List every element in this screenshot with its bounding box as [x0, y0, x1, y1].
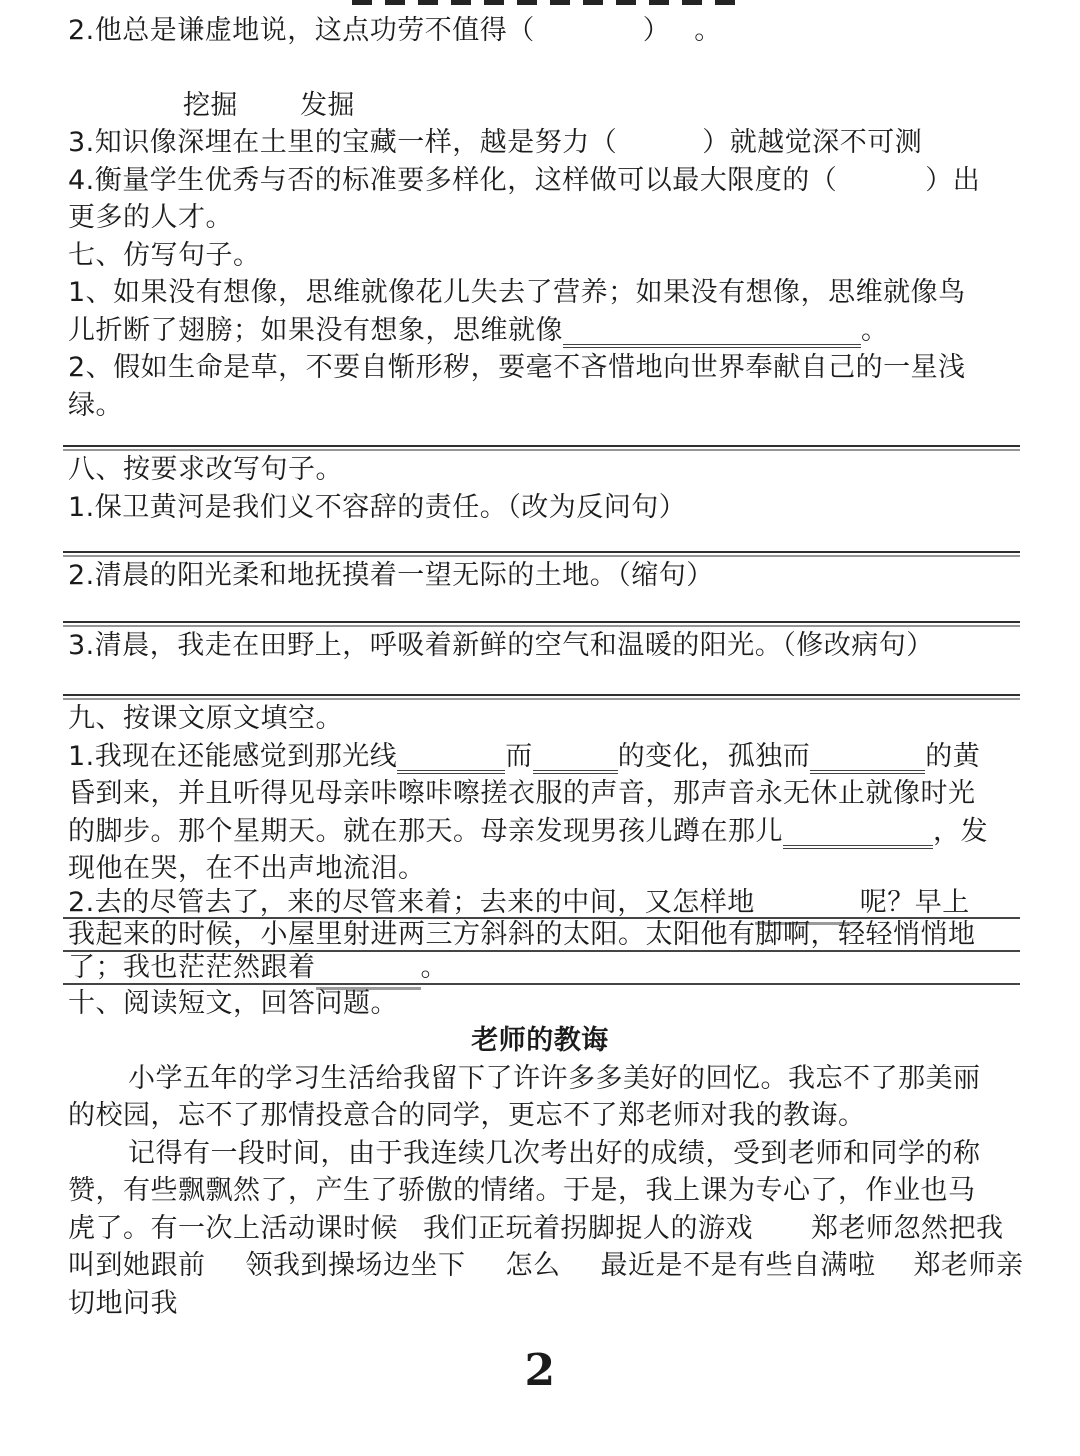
text-gap — [238, 113, 300, 114]
text-segment: 现他在哭，在不出声地流泪。 — [68, 853, 426, 884]
text-segment: 九、按课文原文填空。 — [68, 703, 343, 734]
answer-blank — [563, 339, 861, 348]
answer-space — [68, 50, 1012, 87]
line-q6-4a — [68, 162, 1012, 200]
text-segment: 最近是不是有些自满啦 — [600, 1250, 876, 1281]
text-segment: 4.衡量学生优秀与否的标准要多样化，这样做可以最大限度的（ — [68, 164, 838, 196]
line-q9-1b — [68, 775, 1012, 813]
line-essay-p2c — [68, 1210, 1012, 1248]
line-essay-p1a — [68, 1060, 1012, 1098]
line-word-bank — [68, 87, 1012, 125]
line-q9-1d — [68, 850, 1012, 888]
line-section-8 — [68, 451, 1012, 489]
text-segment: 的变化，孤独而 — [617, 740, 811, 772]
text-segment: 2.清晨的阳光柔和地抚摸着一望无际的土地。（缩句） — [68, 560, 714, 591]
line-essay-title — [68, 1022, 1012, 1060]
line-q9-2c — [68, 952, 1012, 983]
line-q8-3 — [68, 627, 1012, 665]
text-segment: ）出 — [925, 164, 981, 196]
text-segment: 的黄 — [925, 740, 981, 772]
text-segment: 发掘 — [300, 89, 355, 121]
line-q9-1a — [68, 738, 1012, 776]
page-number — [68, 1346, 1012, 1396]
text-segment: ） — [642, 15, 671, 46]
text-segment: 叫到她跟前 — [68, 1250, 206, 1281]
text-gap — [753, 1236, 811, 1237]
answer-space — [68, 424, 1012, 445]
text-segment: 七、仿写句子。 — [68, 239, 261, 271]
text-segment: 2.他总是谦虚地说，这点功劳不值得（ — [68, 15, 535, 46]
text-gap — [206, 1273, 246, 1274]
answer-space — [68, 1322, 1012, 1346]
text-segment: 挖掘 — [183, 89, 238, 121]
text-gap — [398, 1236, 423, 1237]
text-segment: 我们正玩着拐脚捉人的游戏 — [423, 1212, 753, 1244]
answer-blank — [783, 840, 933, 849]
text-gap — [876, 1273, 914, 1274]
line-essay-p1b — [68, 1097, 1012, 1135]
text-segment: 虎了。有一次上活动课时候 — [68, 1212, 398, 1244]
answer-space — [68, 664, 1012, 694]
text-segment: 2.去的尽管去了，来的尽管来着；去来的中间，又怎样地 — [68, 886, 755, 918]
text-segment: 而 — [505, 740, 533, 772]
line-q9-2b — [68, 919, 1012, 950]
text-segment: 怎么 — [505, 1250, 561, 1281]
text-segment: 十、阅读短文，回答问题。 — [68, 987, 398, 1019]
line-q6-4b — [68, 199, 1012, 237]
text-segment: 儿折断了翅膀；如果没有想象，思维就像 — [68, 314, 563, 346]
text-gap — [535, 38, 643, 39]
line-q7-2a — [68, 349, 1012, 387]
line-essay-p2d — [68, 1247, 1024, 1285]
line-section-7 — [68, 237, 1012, 275]
text-segment: 更多的人才。 — [68, 202, 233, 233]
answer-space — [68, 526, 1012, 551]
text-gap — [837, 188, 925, 189]
text-gap — [617, 150, 702, 151]
text-segment: 昏到来，并且听得见母亲咔嚓咔嚓搓衣服的声音，那声音永无休止就像时光 — [68, 778, 976, 809]
line-q8-1 — [68, 489, 1012, 527]
line-essay-p2b — [68, 1172, 1012, 1210]
text-segment: 郑老师亲 — [913, 1250, 1024, 1281]
text-segment: 的脚步。那个星期天。就在那天。母亲发现男孩儿蹲在那儿 — [68, 815, 783, 847]
text-segment: 1.保卫黄河是我们义不容辞的责任。（改为反问句） — [68, 491, 687, 523]
line-essay-p2e — [68, 1285, 1012, 1323]
line-q7-2b — [68, 387, 1012, 425]
text-segment: 绿。 — [68, 389, 123, 421]
text-segment: 1.我现在还能感觉到那光线 — [68, 740, 398, 772]
text-segment: 了；我也茫茫然跟着 — [68, 951, 316, 983]
text-segment: 。 — [694, 15, 722, 46]
line-q8-2 — [68, 557, 1012, 595]
text-segment: 老师的教诲 — [471, 1025, 609, 1056]
text-gap — [561, 1273, 601, 1274]
text-segment: 赞，有些飘飘然了，产生了骄傲的情绪。于是，我上课为专心了，作业也马 — [68, 1175, 976, 1206]
text-segment: 3.知识像深埋在土里的宝藏一样，越是努力（ — [68, 127, 618, 158]
text-segment: 的校园，忘不了那情投意合的同学，更忘不了郑老师对我的教诲。 — [68, 1100, 866, 1131]
text-gap — [670, 38, 694, 39]
text-segment: 切地问我 — [68, 1287, 178, 1319]
line-q9-1c — [68, 813, 1012, 851]
text-segment: 记得有一段时间，由于我连续几次考出好的成绩，受到老师和同学的称 — [128, 1137, 981, 1169]
text-segment: 。 — [861, 314, 889, 346]
text-segment: 1、如果没有想像，思维就像花儿失去了营养；如果没有想像，思维就像鸟 — [68, 277, 966, 308]
line-q6-2 — [68, 12, 1012, 50]
text-segment: ）就越觉深不可测 — [702, 127, 923, 158]
text-segment: 领我到操场边坐下 — [245, 1250, 466, 1281]
text-segment: 郑老师忽然把我 — [811, 1212, 1004, 1244]
answer-blank — [810, 765, 925, 774]
text-segment: 我起来的时候，小屋里射进两三方斜斜的太阳。太阳他有脚啊，轻轻悄悄地 — [68, 918, 976, 950]
text-segment: 小学五年的学习生活给我留下了许许多多美好的回忆。我忘不了那美丽 — [128, 1062, 981, 1094]
line-section-10 — [68, 985, 1012, 1023]
line-essay-p2a — [68, 1135, 1012, 1173]
line-section-9 — [68, 700, 1012, 738]
answer-blank — [533, 765, 618, 774]
text-segment: 八、按要求改写句子。 — [68, 454, 343, 485]
line-q7-1a — [68, 274, 1012, 312]
line-q9-2a — [68, 888, 1012, 917]
text-segment: 2 — [524, 1345, 556, 1396]
text-gap — [466, 1273, 506, 1274]
answer-space — [68, 595, 1012, 621]
line-q7-1b — [68, 312, 1012, 350]
line-q6-3 — [68, 124, 1012, 162]
text-segment: 3.清晨，我走在田野上，呼吸着新鲜的空气和温暖的阳光。（修改病句） — [68, 629, 934, 661]
text-segment: 呢？早上 — [859, 886, 970, 918]
text-segment: 。 — [420, 951, 448, 983]
text-segment: 2、假如生命是草，不要自惭形秽，要毫不吝惜地向世界奉献自己的一星浅 — [68, 352, 966, 383]
text-segment: ，发 — [933, 815, 988, 847]
answer-blank — [397, 765, 505, 774]
